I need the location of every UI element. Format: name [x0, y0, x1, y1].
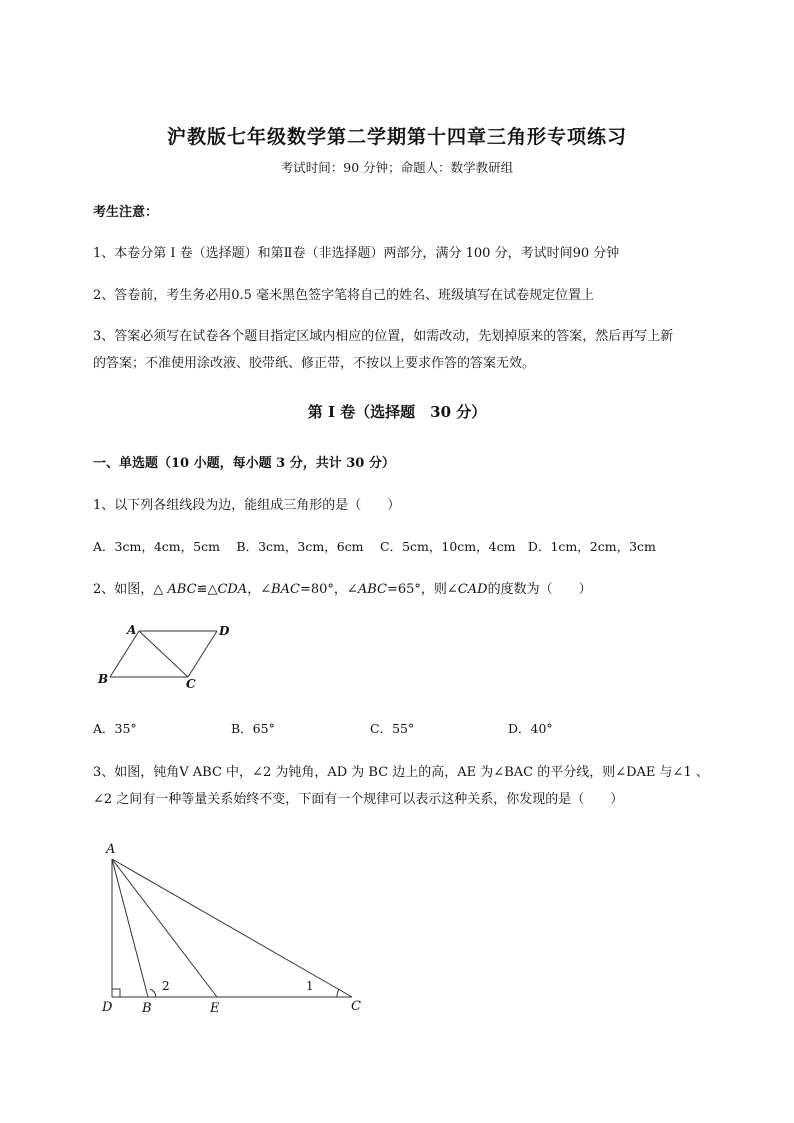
exam-info: 考试时间：90 分钟；命题人：数学教研组 — [280, 160, 514, 175]
label-e: E — [210, 1001, 220, 1016]
notice-heading: 考生注意： — [93, 205, 159, 220]
question-3-figure — [95, 835, 380, 1020]
angle-2-arc — [150, 989, 156, 997]
page-title: 沪教版七年级数学第二学期第十四章三角形专项练习 — [166, 126, 627, 148]
question-2-option-b: B．65° — [231, 721, 275, 736]
segment-dc — [188, 631, 217, 677]
notice-item-2: 2、答卷前，考生务必用0.5 毫米黑色签字笔将自己的姓名、班级填写在试卷规定位置上 — [93, 288, 595, 303]
question-1-options: A．3cm，4cm，5cm B．3cm，3cm，6cm C．5cm，10cm，4cm D．1cm，2cm，3cm — [93, 539, 656, 554]
question-2-option-a: A．35° — [93, 721, 137, 736]
question-1-stem: 1、以下列各组线段为边，能组成三角形的是（ ） — [93, 498, 401, 513]
segment-ab — [112, 859, 148, 997]
label-b: B — [142, 1001, 152, 1016]
question-3-stem-line-2: ∠2 之间有一种等量关系始终不变，下面有一个规律可以表示这种关系，你发现的是（ ） — [93, 792, 624, 807]
question-2-figure — [90, 620, 240, 695]
section-title: 第 I 卷（选择题 30 分） — [307, 403, 487, 421]
notice-item-3-line-1: 3、答案必须写在试卷各个题目指定区域内相应的位置，如需改动，先划掉原来的答案，然后再写上新 — [93, 329, 674, 344]
segment-ac — [112, 859, 352, 997]
question-2-option-d: D．40° — [508, 721, 553, 736]
label-angle-2: 2 — [162, 979, 170, 993]
label-angle-1: 1 — [306, 979, 314, 993]
label-c: C — [351, 999, 361, 1014]
label-c: C — [186, 677, 196, 691]
right-angle-mark — [112, 989, 120, 997]
notice-item-1: 1、本卷分第 I 卷（选择题）和第Ⅱ卷（非选择题）两部分，满分 100 分，考试时间90 分钟 — [93, 246, 620, 261]
segment-ae — [112, 859, 217, 997]
question-2-option-c: C．55° — [370, 721, 415, 736]
angle-1-arc — [337, 989, 339, 997]
segment-ab — [110, 631, 139, 677]
question-3-stem-line-1: 3、如图，钝角V ABC 中，∠2 为钝角，AD 为 BC 边上的高，AE 为∠BAC 的平分线，则∠DAE 与∠1 、 — [93, 765, 709, 780]
label-b: B — [98, 672, 109, 686]
label-d: D — [219, 624, 230, 638]
label-a: A — [127, 623, 137, 637]
label-a: A — [106, 842, 116, 857]
question-2-stem: 2、如图，△ ABC≌△CDA，∠BAC=80°，∠ABC=65°，则∠CAD的度数为（ ） — [93, 582, 592, 597]
label-d: D — [102, 1000, 113, 1015]
notice-item-3-line-2: 的答案；不准使用涂改液、胶带纸、修正带，不按以上要求作答的答案无效。 — [93, 356, 536, 371]
part-heading: 一、单选题（10 小题，每小题 3 分，共计 30 分） — [93, 456, 395, 471]
segment-ac — [139, 631, 188, 677]
